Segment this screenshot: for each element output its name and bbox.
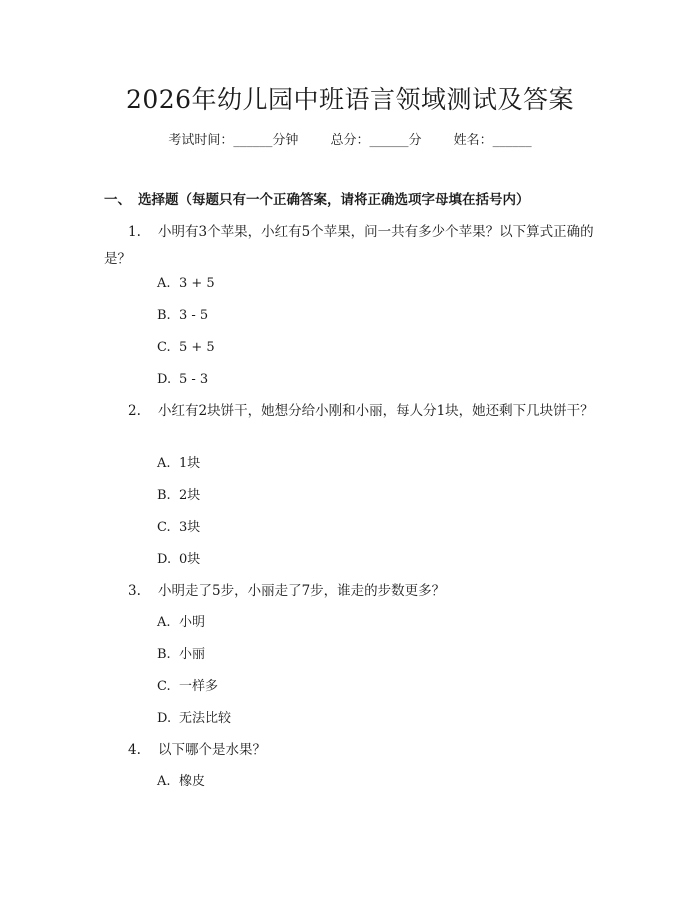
option-text: 5 + 5 — [179, 340, 215, 355]
question-3-option-c — [157, 677, 218, 697]
option-text: 1块 — [179, 456, 201, 471]
question-number: 2. — [128, 403, 141, 419]
option-letter: A. — [157, 456, 171, 471]
option-text: 3块 — [179, 520, 201, 535]
option-letter: B. — [157, 488, 171, 503]
question-2-option-c — [157, 518, 200, 538]
option-letter: D. — [157, 552, 172, 567]
option-text: 2块 — [179, 488, 201, 503]
question-text: 小红有2块饼干，她想分给小刚和小丽，每人分1块，她还剩下几块饼干？ — [158, 403, 594, 419]
option-letter: D. — [157, 372, 172, 387]
exam-time-field: 考试时间：______分钟 — [168, 133, 299, 148]
option-text: 3 + 5 — [179, 276, 215, 291]
question-2 — [104, 398, 596, 425]
student-name-field: 姓名：______ — [453, 133, 532, 148]
question-3-option-b — [157, 645, 205, 665]
question-4 — [104, 737, 596, 764]
option-letter: A. — [157, 615, 171, 630]
question-number: 4. — [128, 742, 141, 758]
question-1 — [104, 219, 596, 273]
question-1-option-b — [157, 306, 208, 326]
question-text: 小明有3个苹果，小红有5个苹果，问一共有多少个苹果？以下算式正确的是？ — [104, 224, 594, 267]
section-heading — [104, 189, 530, 211]
question-3-option-a — [157, 613, 205, 633]
option-text: 小明 — [179, 615, 206, 630]
option-letter: C. — [157, 340, 171, 355]
option-text: 橡皮 — [179, 774, 206, 789]
section-number: 一、 — [104, 192, 131, 208]
section-title: 选择题（每题只有一个正确答案，请将正确选项字母填在括号内） — [138, 192, 530, 208]
option-letter: B. — [157, 308, 171, 323]
option-text: 3 - 5 — [179, 308, 209, 323]
total-score-field: 总分：______分 — [330, 133, 422, 148]
question-2-option-b — [157, 486, 200, 506]
question-3 — [104, 578, 596, 605]
option-text: 0块 — [179, 552, 201, 567]
question-number: 1. — [128, 224, 141, 240]
question-2-option-a — [157, 454, 200, 474]
question-1-option-c — [157, 338, 215, 358]
option-text: 一样多 — [179, 679, 219, 694]
page-title: 2026年幼儿园中班语言领域测试及答案 — [125, 85, 575, 114]
option-letter: A. — [157, 276, 171, 291]
exam-meta — [0, 131, 700, 151]
option-letter: A. — [157, 774, 171, 789]
option-letter: C. — [157, 520, 171, 535]
question-number: 3. — [128, 583, 141, 599]
option-text: 无法比较 — [179, 711, 232, 726]
option-letter: C. — [157, 679, 171, 694]
question-3-option-d — [157, 709, 231, 729]
question-4-option-a — [157, 772, 205, 792]
question-text: 小明走了5步，小丽走了7步，谁走的步数更多？ — [158, 583, 446, 599]
option-letter: B. — [157, 647, 171, 662]
question-2-option-d — [157, 550, 200, 570]
option-letter: D. — [157, 711, 172, 726]
question-1-option-a — [157, 274, 215, 294]
option-text: 5 - 3 — [179, 372, 209, 387]
question-text: 以下哪个是水果？ — [158, 742, 266, 758]
question-1-option-d — [157, 370, 208, 390]
option-text: 小丽 — [179, 647, 206, 662]
